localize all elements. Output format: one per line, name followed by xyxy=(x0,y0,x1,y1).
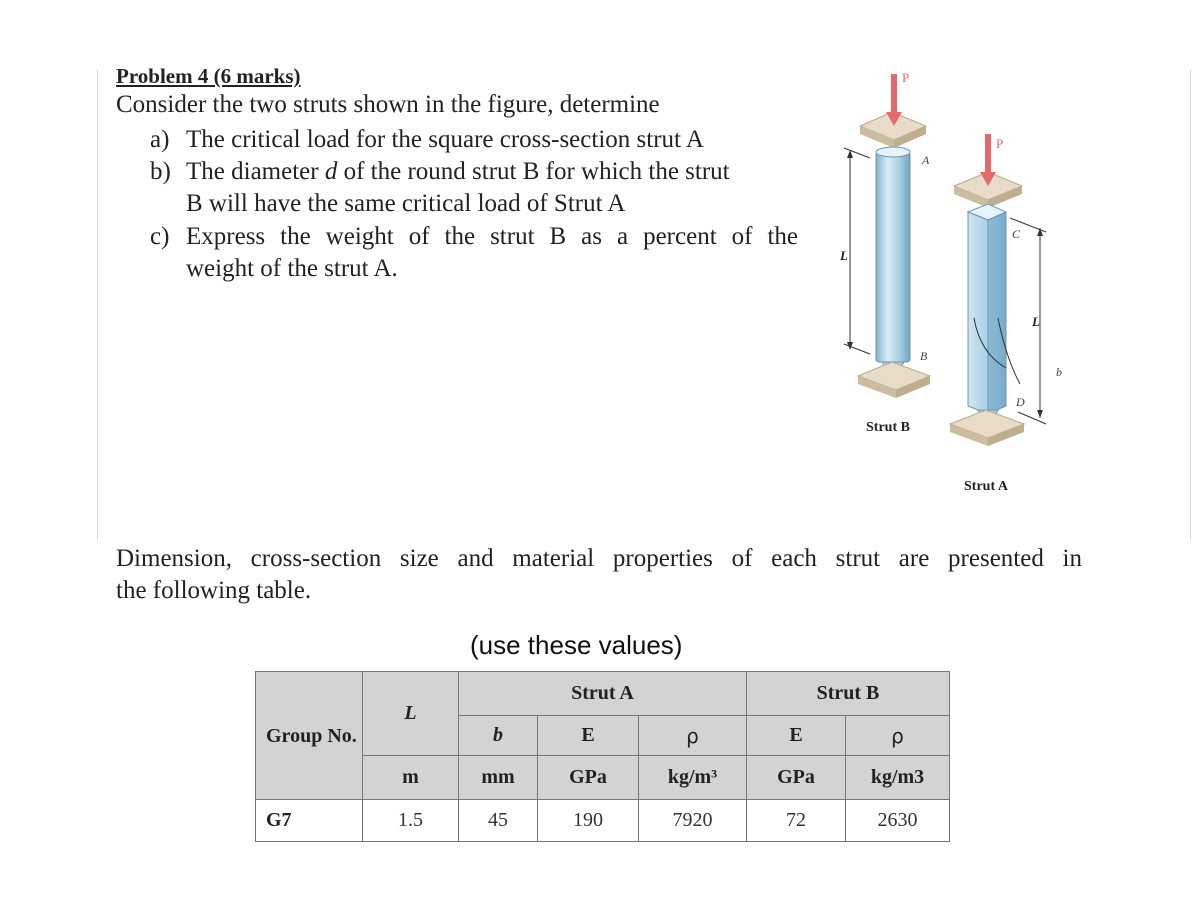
paragraph-line1: Dimension, cross-section size and material properties of each strut are presented in xyxy=(116,545,1082,572)
point-label-b: B xyxy=(920,349,928,363)
page-border-right xyxy=(1190,70,1191,540)
header-b: b xyxy=(459,716,538,756)
question-c-text xyxy=(186,221,798,285)
width-label-b: b xyxy=(1056,365,1062,379)
question-c-line1: Express the weight of the strut B as a percent of the xyxy=(186,223,798,250)
unit-e-a: GPa xyxy=(538,756,639,800)
point-label-c: C xyxy=(1012,227,1021,241)
point-label-a: A xyxy=(922,153,930,167)
strut-a-face-left xyxy=(968,212,988,414)
cell-rho-b: 2630 xyxy=(846,800,950,842)
problem-title: Problem 4 (6 marks) xyxy=(116,64,301,88)
cell-l: 1.5 xyxy=(363,800,459,842)
unit-b: mm xyxy=(459,756,538,800)
page-border-left xyxy=(97,70,98,540)
load-label-b: P xyxy=(902,70,910,85)
header-rho-a: ρ xyxy=(639,716,747,756)
header-group-no: Group No. xyxy=(256,672,363,800)
load-label-a: P xyxy=(996,136,1004,151)
dimension-arrow-bottom-a xyxy=(1037,410,1043,418)
dimension-tick-bottom-b xyxy=(844,344,870,354)
header-rho-b: ρ xyxy=(846,716,950,756)
point-label-d: D xyxy=(1016,395,1025,409)
caption-strut-a: Strut A xyxy=(964,479,1008,494)
strut-b-top-end xyxy=(876,147,910,157)
struts-figure xyxy=(830,68,1070,508)
header-l: L xyxy=(363,672,459,756)
question-b-text xyxy=(186,156,730,220)
table-intro-paragraph xyxy=(116,543,1082,607)
cell-b: 45 xyxy=(459,800,538,842)
header-strut-a: Strut A xyxy=(459,672,747,716)
dimension-tick-bottom-a xyxy=(1018,412,1046,424)
question-b-line1: The diameter d of the round strut B for which the strut xyxy=(186,158,730,185)
strut-a-face-right xyxy=(988,212,1006,414)
length-label-b: L xyxy=(840,248,848,263)
length-label-a: L xyxy=(1032,314,1040,329)
unit-e-b: GPa xyxy=(747,756,846,800)
strut-b-drawing xyxy=(844,74,930,398)
cell-e-a: 190 xyxy=(538,800,639,842)
strut-b-column xyxy=(876,152,910,362)
header-e-b: E xyxy=(747,716,846,756)
cell-rho-a: 7920 xyxy=(639,800,747,842)
question-b-label: b) xyxy=(150,158,171,185)
hint-text: (use these values) xyxy=(470,630,683,660)
unit-l: m xyxy=(363,756,459,800)
question-b-line2: B will have the same critical load of Strut A xyxy=(186,190,626,217)
question-c-line2: weight of the strut A. xyxy=(186,255,398,282)
strut-a-drawing xyxy=(950,134,1046,446)
cell-e-b: 72 xyxy=(747,800,846,842)
properties-table xyxy=(255,671,950,842)
header-strut-b: Strut B xyxy=(747,672,950,716)
question-a-label: a) xyxy=(150,126,170,153)
unit-rho-a: kg/m³ xyxy=(639,756,747,800)
variable-d: d xyxy=(324,158,338,185)
cell-group: G7 xyxy=(256,800,363,842)
problem-intro: Consider the two struts shown in the figure, determine xyxy=(116,91,660,118)
unit-rho-b: kg/m3 xyxy=(846,756,950,800)
paragraph-line2: the following table. xyxy=(116,577,312,604)
caption-strut-b: Strut B xyxy=(866,420,910,435)
question-a-text: The critical load for the square cross-section strut A xyxy=(186,126,704,153)
question-c-label: c) xyxy=(150,223,170,250)
header-e-a: E xyxy=(538,716,639,756)
